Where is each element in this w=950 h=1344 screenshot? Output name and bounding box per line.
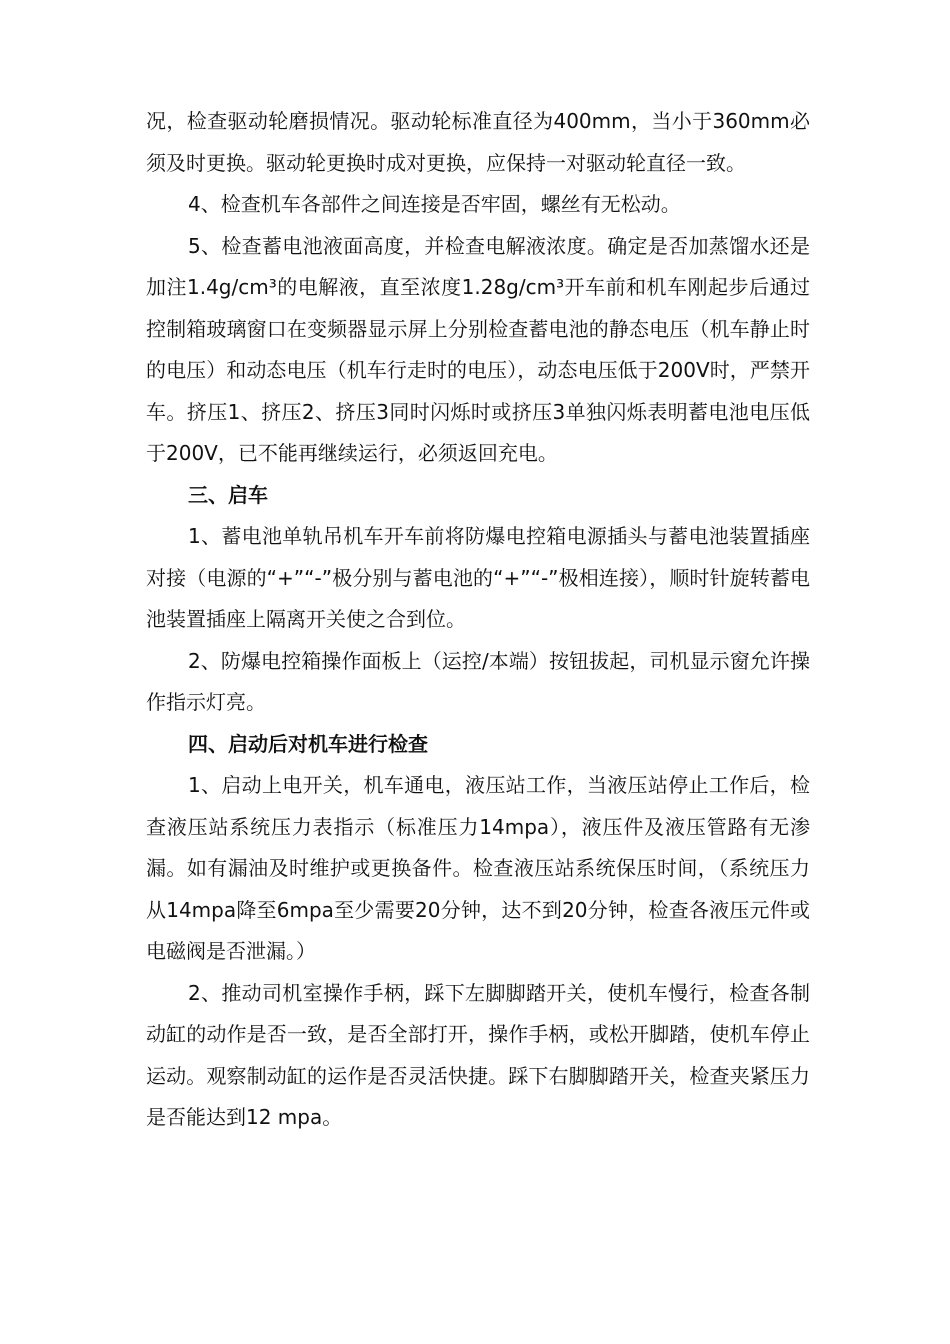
paragraph-check-item-1: 1、启动上电开关，机车通电，液压站工作，当液压站停止工作后，检查液压站系统压力表指示（标准压力14mpa），液压件及液压管路有无渗漏。如有漏油及时维护或更换备件。检查液压站系统保压时间，（系统压力从14mpa降至6mpa至少需要20分钟，达不到20分钟，检查各液压元件或电磁阀是否泄漏。）	[146, 773, 810, 963]
paragraph-start-item-2: 2、防爆电控箱操作面板上（运控/本端）按钮拔起，司机显示窗允许操作指示灯亮。	[146, 648, 810, 714]
paragraph-start-item-1: 1、蓄电池单轨吊机车开车前将防爆电控箱电源插头与蓄电池装置插座对接（电源的“+”“-”极分别与蓄电池的“+”“-”极相连接），顺时针旋转蓄电池装置插座上隔离开关使之合到位。	[146, 524, 810, 631]
section-heading-start-vehicle: 三、启车	[188, 482, 268, 507]
paragraph-item-4: 4、检查机车各部件之间连接是否牢固，螺丝有无松动。	[188, 192, 681, 216]
paragraph-check-item-2: 2、推动司机室操作手柄，踩下左脚脚踏开关，使机车慢行，检查各制动缸的动作是否一致，是否全部打开，操作手柄，或松开脚踏，使机车停止运动。观察制动缸的运作是否灵活快捷。踩下右脚脚踏开关，检查夹紧压力是否能达到12 mpa。	[146, 980, 810, 1129]
paragraph-drive-wheel-continuation: 况，检查驱动轮磨损情况。驱动轮标准直径为400mm，当小于360mm必须及时更换。驱动轮更换时成对更换，应保持一对驱动轮直径一致。	[146, 109, 810, 175]
paragraph-item-5: 5、检查蓄电池液面高度，并检查电解液浓度。确定是否加蒸馏水还是加注1.4g/cm³的电解液，直至浓度1.28g/cm³开车前和机车刚起步后通过控制箱玻璃窗口在变频器显示屏上分别检查蓄电池的静态电压（机车静止时的电压）和动态电压（机车行走时的电压），动态电压低于200V时，严禁开车。挤压1、挤压2、挤压3同时闪烁时或挤压3单独闪烁表明蓄电池电压低于200V，已不能再继续运行，必须返回充电。	[146, 233, 810, 465]
section-heading-post-start-check: 四、启动后对机车进行检查	[188, 731, 428, 756]
document-body	[146, 101, 810, 1139]
